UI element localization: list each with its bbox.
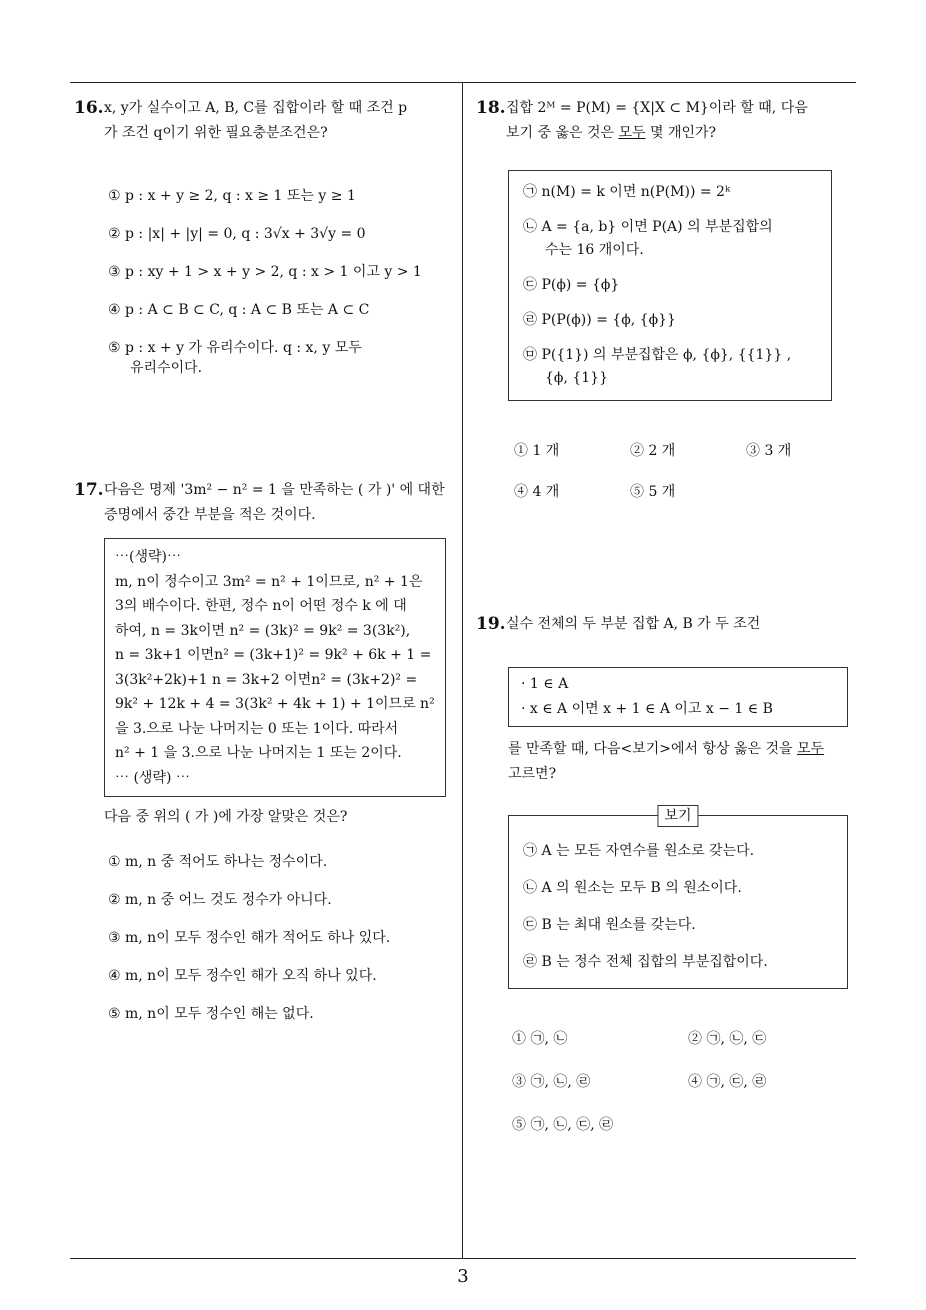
choice-2[interactable]: ② ㉠, ㉡, ㉢ bbox=[688, 1031, 767, 1047]
statement-1: ㉠ n(M) = k 이면 n(P(M)) = 2ᵏ bbox=[523, 184, 731, 200]
proof-box: ⋯(생략)⋯ m, n이 정수이고 3m² = n² + 1이므로, n² + 1은 3의 배수이다. 한편, 정수 n이 어떤 정수 k 에 대 하여, n = 3k이면 n² = (3k)² = 9k² = 3(3k²), n = 3k+1 이면n² = (3k+1)² = 9k² + 6k + 1 = 3(3k²+2k)+1 n = 3k+2 이면n² = (3k+2)² = 9k² + 12k + 4 = 3(3k² + 4k + 1) + 1이므로 n² 을 3.으로 나눈 나머지는 0 또는 1이다. 따라서 n² + 1 을 3.으로 나눈 나머지는 1 또는 2이다. ⋯ (생략) ⋯ bbox=[104, 538, 446, 797]
choice-5[interactable]: ⑤ 5 개 bbox=[630, 484, 676, 500]
question-number: 17. bbox=[74, 480, 104, 500]
question-stem: 집합 2ᴹ = P(M) = {X|X ⊂ M}이라 할 때, 다음 보기 중 옳은 것은 모두 몇 개인가? bbox=[506, 100, 808, 141]
answer-options bbox=[108, 186, 454, 378]
question-stem: 다음은 명제 '3m² − n² = 1 을 만족하는 ( 가 )' 에 대한 증명에서 중간 부분을 적은 것이다. bbox=[104, 482, 445, 523]
option-4[interactable]: ④ p : A ⊂ B ⊂ C, q : A ⊂ B 또는 A ⊂ C bbox=[108, 302, 370, 318]
question-stem: 실수 전체의 두 부분 집합 A, B 가 두 조건 bbox=[506, 616, 761, 632]
option-2[interactable]: ② p : |x| + |y| = 0, q : 3√x + 3√y = 0 bbox=[108, 226, 366, 242]
statement-4: ㉣ B 는 정수 전체 집합의 부분집합이다. bbox=[523, 954, 768, 970]
left-column bbox=[74, 96, 454, 1042]
option-3[interactable]: ③ m, n이 모두 정수인 해가 적어도 하나 있다. bbox=[108, 930, 391, 946]
answer-choices bbox=[514, 439, 860, 505]
question-stem: x, y가 실수이고 A, B, C를 집합이라 할 때 조건 p 가 조건 q이기 위한 필요충분조건은? bbox=[104, 100, 408, 141]
statement-3: ㉢ P(ϕ) = {ϕ} bbox=[523, 277, 620, 293]
choice-1[interactable]: ① 1 개 bbox=[514, 443, 560, 459]
question-16 bbox=[74, 96, 454, 456]
option-5[interactable]: ⑤ m, n이 모두 정수인 해는 없다. bbox=[108, 1006, 314, 1022]
question-19 bbox=[476, 612, 860, 1138]
statement-5: ㉤ P({1}) 의 부분집합은 ϕ, {ϕ}, {{1}} , {ϕ, {1}} bbox=[523, 347, 792, 386]
option-1[interactable]: ① m, n 중 적어도 하나는 정수이다. bbox=[108, 854, 328, 870]
option-3[interactable]: ③ p : xy + 1 > x + y > 2, q : x > 1 이고 y > 1 bbox=[108, 264, 422, 280]
statement-2: ㉡ A 의 원소는 모두 B 의 원소이다. bbox=[523, 880, 742, 896]
option-5[interactable]: ⑤ p : x + y 가 유리수이다. q : x, y 모두 유리수이다. bbox=[108, 340, 362, 376]
option-2[interactable]: ② m, n 중 어느 것도 정수가 아니다. bbox=[108, 892, 332, 908]
page-number: 3 bbox=[457, 1266, 469, 1287]
statement-3: ㉢ B 는 최대 원소를 갖는다. bbox=[523, 917, 696, 933]
answer-options bbox=[108, 852, 454, 1024]
question-continuation: 를 만족할 때, 다음<보기>에서 항상 옳은 것을 모두 고르면? bbox=[508, 741, 825, 782]
question-number: 16. bbox=[74, 98, 104, 118]
question-18 bbox=[476, 96, 860, 596]
statement-1: ㉠ A 는 모든 자연수를 원소로 갖는다. bbox=[523, 843, 755, 859]
statement-4: ㉣ P(P(ϕ)) = {ϕ, {ϕ}} bbox=[523, 312, 676, 328]
choice-4[interactable]: ④ 4 개 bbox=[514, 484, 560, 500]
question-17 bbox=[74, 478, 454, 1024]
choice-3[interactable]: ③ ㉠, ㉡, ㉣ bbox=[512, 1074, 591, 1090]
statements-box bbox=[508, 170, 832, 401]
statement-2: ㉡ A = {a, b} 이면 P(A) 의 부분집합의 수는 16 개이다. bbox=[523, 219, 773, 258]
choice-5[interactable]: ⑤ ㉠, ㉡, ㉢, ㉣ bbox=[512, 1117, 614, 1133]
choice-4[interactable]: ④ ㉠, ㉢, ㉣ bbox=[688, 1074, 767, 1090]
column-divider bbox=[462, 82, 463, 1258]
choice-3[interactable]: ③ 3 개 bbox=[746, 443, 792, 459]
answer-choices bbox=[512, 1027, 860, 1138]
bottom-rule bbox=[70, 1258, 856, 1259]
question-number: 19. bbox=[476, 614, 506, 634]
choice-1[interactable]: ① ㉠, ㉡ bbox=[512, 1031, 568, 1047]
sub-question: 다음 중 위의 ( 가 )에 가장 알맞은 것은? bbox=[104, 809, 348, 825]
right-column bbox=[476, 96, 860, 1138]
top-rule bbox=[70, 82, 856, 83]
conditions-box: · 1 ∈ A · x ∈ A 이면 x + 1 ∈ A 이고 x − 1 ∈ B bbox=[508, 667, 848, 727]
question-number: 18. bbox=[476, 98, 506, 118]
option-1[interactable]: ① p : x + y ≥ 2, q : x ≥ 1 또는 y ≥ 1 bbox=[108, 188, 356, 204]
bogi-title: 보기 bbox=[657, 805, 698, 827]
option-4[interactable]: ④ m, n이 모두 정수인 해가 오직 하나 있다. bbox=[108, 968, 377, 984]
choice-2[interactable]: ② 2 개 bbox=[630, 443, 676, 459]
bogi-box bbox=[508, 808, 848, 989]
